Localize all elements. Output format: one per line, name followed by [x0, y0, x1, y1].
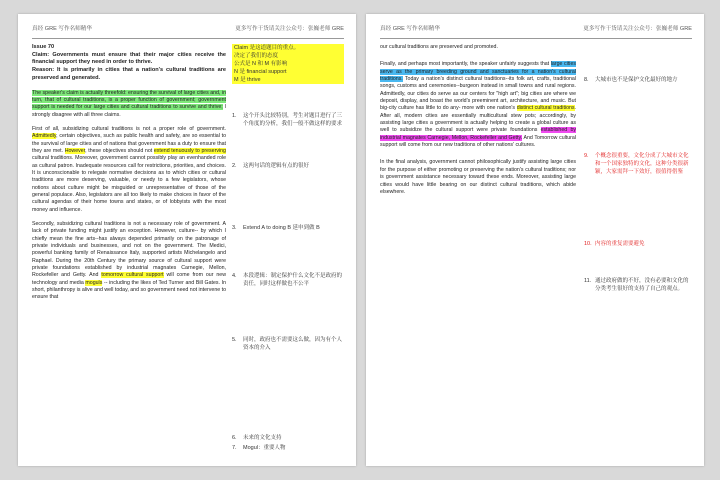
note-item: [232, 336, 344, 352]
note-item: [584, 76, 692, 84]
note-item: [232, 434, 344, 442]
header-right-title: 更多写作干货请关注公众号：张巍老师 GRE: [583, 26, 692, 32]
paragraph-second: [32, 221, 226, 302]
r2-text-b: Today a nation's distinct cultural traditions--its folk art, crafts, traditional songs, customs and ceremonies--burgeon instead in small towns and rural regions. Admittedly, our cities do serve as our centers for "high art"; big cities are where we deposit, display, and boast the world's preeminent art, architecture, and music. But big-city culture has little to do any- more with one nation's: [380, 76, 576, 112]
note-item: [232, 224, 344, 232]
note-number: 9.: [584, 153, 589, 159]
note-number: 2.: [232, 163, 237, 169]
note-item: [232, 272, 344, 288]
intro-rest: I strongly disagree with all three claims.: [32, 104, 227, 118]
issue-reason: Reason: It is primarily in cities that a nation's cultural traditions are preserved and generated.: [32, 67, 226, 81]
note-number: 6.: [232, 435, 237, 441]
claim-note-line: 决定了我们的态度: [234, 53, 279, 59]
note-item: [584, 240, 692, 248]
claim-note-line: N 是 financial support: [234, 69, 287, 75]
note-text: 本段逻辑：制定保护什么文化不是政府的责任，同时这样做也不公平: [243, 273, 343, 287]
issue-number: Issue 70: [32, 44, 55, 50]
note-text: 通过政府做的不好，没有必要和文化的分类考生很好的支持了自己的观点。: [595, 278, 689, 292]
left-notes-column: [232, 44, 344, 459]
p2-text-d: cultural traditions. Moreover, government cannot possibly play an evenhanded role as cultural patron. Inadequate resources call for restrictions, priorities, and choices. It is unconscionable to relegate normative decisions as to which cities or cultural traditions are more deserving, valuable, or needy to a few legislators, whose notions about culture might be misguided or unrepresentative of those of the general populace. Also, legislators are all too likely to make choices in favor of the cultural agendas of their home towns and states, or of lobbyists with the most money and influence.: [32, 155, 226, 213]
claim-note-line: M 是 thrive: [234, 77, 261, 83]
note-number: 8.: [584, 77, 589, 83]
p3-text-a: Secondly, subsidizing cultural traditions is not a necessary role of government. A lack of private funding might justify an exception. However, culture-- by which I chiefly mean the fine arts--has always depended primarily on the patronage of private individuals and businesses, and not on the government. The Medici, powerful banking family of Renaissance Italy, supported artists Michelangelo and Raphael. During the 20th Century the primary source of cultural support were private foundations established by industrial magnates Carnegie, Mellon, Rockefeller and Getty. And: [32, 221, 226, 279]
note-text: 这两句话的逻辑有点的很好: [243, 163, 310, 169]
note-text: 内容的重复需要避免: [595, 241, 645, 247]
note-text: 未来的文化支持: [243, 435, 282, 441]
note-number: 11.: [584, 278, 592, 284]
p3-text-b: will come from our new technology and media: [32, 272, 227, 286]
claim-note-line: Claim 是这道题目的重点。: [234, 45, 300, 51]
note-item: [232, 162, 344, 170]
right-page: [366, 14, 704, 466]
note-item: [232, 444, 344, 452]
highlight-distinct: distinct cultural traditions: [516, 105, 575, 112]
highlight-large-cities: large cities serve as the primary breeding ground and sanctuaries for a nation's cultural traditions.: [380, 61, 576, 83]
essay-right-column: [380, 44, 576, 203]
right-notes-column: [584, 44, 692, 459]
p2-text-b: , certain objectives, such as public health and safety, are so essential to the survival of large cities and of nations that government has a duty to ensure that they are met.: [32, 133, 226, 154]
note-text: 同时，政府也不需要这么做，因为有个人资本的介入: [243, 337, 343, 351]
paragraph-conclusion: In the final analysis, government cannot philosophically justify assisting large cities for the purpose of either promoting or preserving the nation's cultural traditions; nor is government assistance necessary toward these ends. Moreover, assisting large cities would have little bearing on our distinct cultural traditions, which abide elsewhere.: [380, 159, 576, 195]
page-header: [32, 24, 344, 39]
claim-note-line: 公式是 N 和 M 有影响: [234, 61, 288, 67]
note-text: 个概念很重要，文化分成了大城市文化和一个国家独特的文化，这种分类很新颖，大家需拜一下效好，很值得借鉴: [595, 153, 689, 175]
header-left-title: 真经 GRE 写作名师精华: [380, 26, 440, 32]
p2-text-c: , these objectives should not: [85, 147, 154, 154]
essay-left-column: [32, 44, 226, 309]
highlight-admittedly: Admittedly: [32, 133, 57, 140]
p2-text-a: First of all, subsidizing cultural traditions is not a proper role of government.: [32, 125, 226, 132]
note-number: 7.: [232, 445, 237, 451]
note-number: 3.: [232, 225, 237, 231]
claim-note: [232, 44, 344, 84]
header-left-title: 真经 GRE 写作名师精华: [32, 26, 92, 32]
r2-text-a: Finally, and perhaps most importantly, the speaker unfairly suggests that: [380, 61, 551, 68]
highlight-established: established by industrial magnates Carnegie, Mellon, Rockefeller and Getty.: [380, 127, 576, 141]
paragraph-first: [32, 126, 226, 214]
paragraph-continued: our cultural traditions are preserved and promoted.: [380, 44, 498, 50]
r2-text-d: And Tomorrow cultural support will come from our new traditions of other nations' cultures.: [380, 134, 576, 149]
intro-highlight: The speaker's claim is actually threefold: ensuring the survival of large cities and, in turn, that of cultural traditions, is a proper function of government; government support is needed for our large cities and cultural traditions to survive and thrive;: [32, 89, 226, 111]
p3-text-c: -- including the likes of Ted Turner and Bill Gates. In short, philanthropy is alive and well today, and so government need not intervene to ensure that: [32, 279, 227, 301]
note-number: 10.: [584, 241, 592, 247]
note-text: Extend A to doing B 延申到做 B: [243, 225, 320, 231]
note-text: 大城市也不是保护文化最好的地方: [595, 77, 678, 83]
paragraph-finally: [380, 61, 576, 149]
note-item: [584, 277, 692, 293]
intro-paragraph: [32, 90, 226, 119]
left-page: [18, 14, 356, 466]
note-number: 4.: [232, 273, 237, 279]
page-header: [380, 24, 692, 39]
highlight-however: However: [64, 147, 86, 154]
highlight-tomorrow: tomorrow cultural support: [101, 272, 164, 279]
note-item: [584, 152, 692, 176]
issue-claim: Claim: Governments must ensure that their major cities receive the financial support they need in order to thrive.: [32, 51, 226, 66]
note-text: Mogul：重要人物: [243, 445, 286, 451]
note-text: 这个开头比较特别，考生对题目进行了三个角度的分析，我们一般不做这样的要求: [243, 113, 343, 127]
highlight-extend: extend tenuously to preserving: [153, 147, 226, 154]
highlight-moguls: moguls: [85, 279, 103, 286]
note-item: [232, 112, 344, 128]
r2-text-c: . After all, modern cities are essentially multicultural stew pots; accordingly, by assisting large cities a government is actually helping to create a global culture as well to subsidize the cultural support were private foundations: [380, 105, 577, 134]
note-number: 5.: [232, 337, 237, 343]
issue-title-block: [32, 44, 226, 83]
note-number: 1.: [232, 113, 237, 119]
header-right-title: 更多写作干货请关注公众号：张巍老师 GRE: [235, 26, 344, 32]
